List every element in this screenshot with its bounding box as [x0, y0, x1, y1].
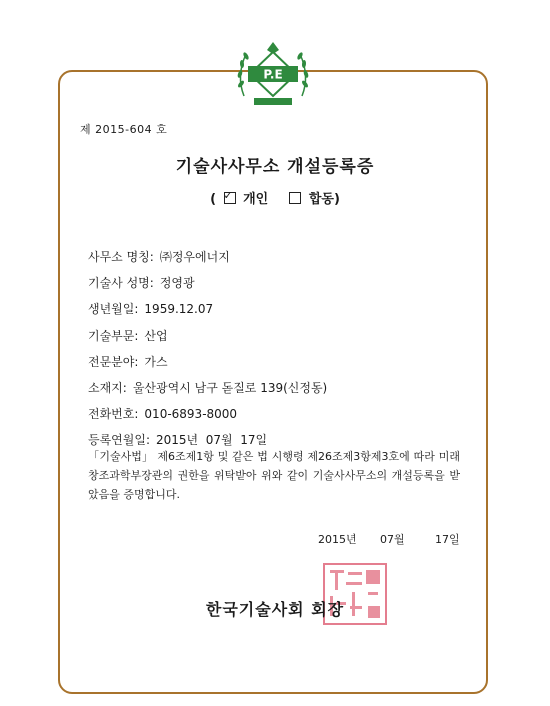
registration-fields	[88, 250, 327, 460]
field-phone: 전화번호: 010-6893-8000	[88, 407, 238, 422]
field-label: 소재지	[88, 380, 123, 395]
president-signature: 한국기술사회 회장	[205, 600, 345, 619]
joint-label: 합동	[308, 192, 334, 207]
emblem-text: P.E	[263, 67, 283, 82]
type-open-paren: (	[210, 192, 217, 207]
field-engineer-name: 기술사 성명: 정영광	[88, 276, 195, 291]
field-value: ㈜정우에너지	[159, 250, 230, 264]
field-value: 정영광	[159, 276, 195, 291]
field-value: 산업	[144, 328, 168, 343]
field-label: 기술부문	[88, 328, 135, 343]
field-label: 전화번호	[88, 407, 135, 422]
field-value: 010-6893-8000	[144, 407, 238, 422]
issue-month: 07월	[380, 533, 405, 546]
registration-type	[0, 188, 550, 207]
individual-checkbox	[223, 189, 236, 204]
laurel-emblem-icon	[232, 38, 314, 110]
field-value: 울산광역시 남구 돋질로 139(신정동)	[132, 380, 328, 395]
field-registration-date: 등록연월일: 2015년 07월 17일	[88, 433, 268, 448]
certificate-title: 기술사사무소 개설등록증	[175, 157, 375, 177]
field-birth-date: 생년월일: 1959.12.07	[88, 302, 214, 317]
field-label: 전문분야	[88, 354, 135, 369]
field-specialty: 전문분야: 가스	[88, 354, 168, 369]
field-address: 소재지: 울산광역시 남구 돋질로 139(신정동)	[88, 380, 328, 395]
field-label: 사무소 명칭	[88, 250, 150, 264]
field-value: 1959.12.07	[144, 302, 214, 317]
certificate-number: 제 2015-604 호	[80, 123, 168, 136]
field-value: 2015년 07월 17일	[156, 433, 268, 448]
field-label: 생년월일	[88, 302, 135, 317]
field-label: 기술사 성명	[88, 276, 150, 291]
joint-checkbox	[289, 192, 301, 204]
type-close-paren: )	[333, 192, 340, 207]
certification-statement: 「기술사법」 제6조제1항 및 같은 법 시행령 제26조제3항제3호에 따라 미래창조과학부장관의 권한을 위탁받아 위와 같이 기술사사무소의 개설등록을 받았음을 증명합니다.	[88, 450, 460, 501]
field-label: 등록연월일	[88, 433, 146, 448]
issue-year: 2015년	[318, 533, 357, 546]
individual-label: 개인	[243, 192, 269, 207]
check-icon: ✓	[223, 189, 233, 202]
issue-day: 17일	[435, 533, 460, 546]
field-value: 가스	[144, 354, 168, 369]
field-tech-division: 기술부문: 산업	[88, 328, 168, 343]
field-office-name: 사무소 명칭: ㈜정우에너지	[88, 250, 230, 264]
